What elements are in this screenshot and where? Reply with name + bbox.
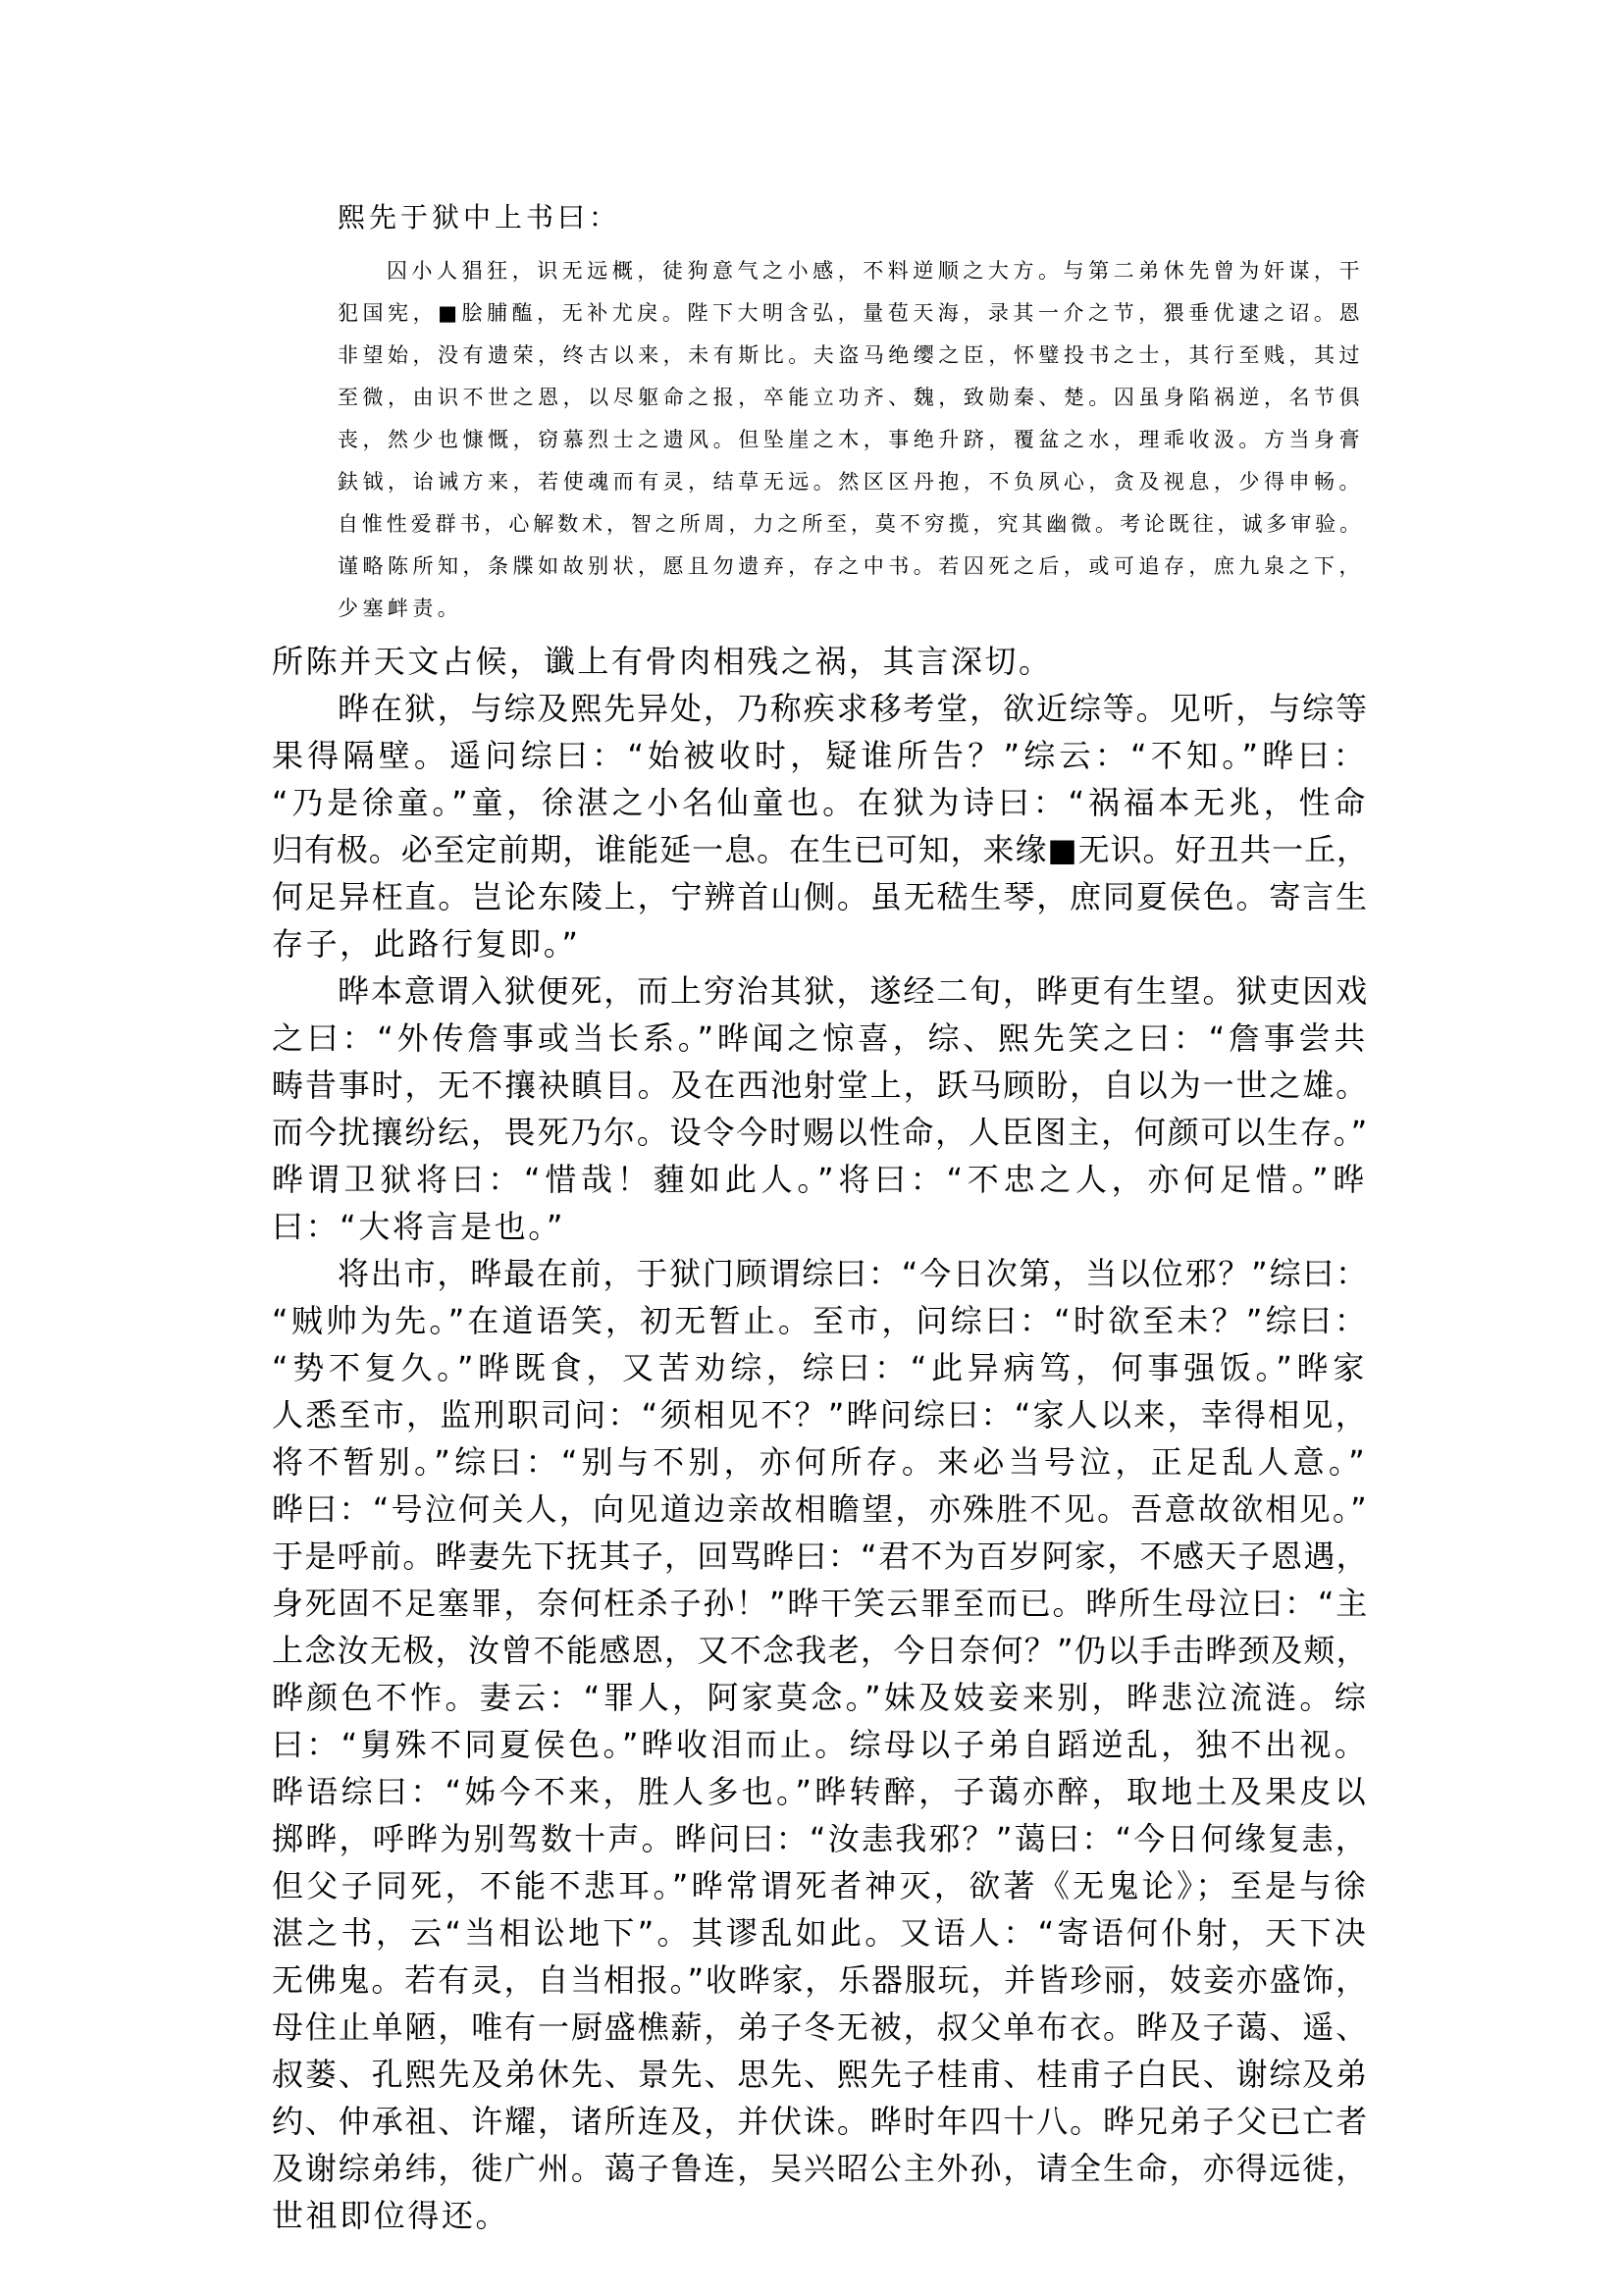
text-line: 何足异枉直。岂论东陵上，宁辨首山侧。虽无嵇生琴，庶同夏侯色。寄言生: [272, 878, 1369, 915]
text-line: 之曰：“外传詹事或当长系。”晔闻之惊喜，综、熙先笑之曰：“詹事尝共: [272, 1019, 1369, 1057]
text-line: 晔语综曰：“姊今不来，胜人多也。”晔转醉，子蔼亦醉，取地土及果皮以: [272, 1773, 1369, 1810]
text-line-row: [272, 2098, 1369, 2145]
text-line-row: [272, 1674, 1369, 1721]
main-text-body: [272, 638, 1369, 2239]
quote-line: 非望始，没有遗荣，终古以来，未有斯比。夫盗马绝缨之臣，怀璧投书之士，其行至贱，其过: [338, 343, 1364, 367]
text-line-row: [272, 1438, 1369, 1486]
text-line: 曰：“大将言是也。”: [272, 1208, 566, 1245]
text-line: 而今扰攘纷纭，畏死乃尔。设令今时赐以性命，人臣图主，何颜可以生存。”: [272, 1114, 1369, 1151]
text-line-row: [272, 1862, 1369, 1909]
quote-line-row: [338, 546, 1364, 588]
text-line: 上念汝无极，汝曾不能感恩，又不念我老，今日奈何？”仍以手击晔颈及颊，: [272, 1632, 1369, 1669]
quote-line-row: [338, 503, 1364, 546]
text-line: 曰：“舅殊不同夏侯色。”晔收泪而止。综母以子弟自蹈逆乱，独不出视。: [272, 1726, 1369, 1763]
quote-line: 谨略陈所知，条牒如故别状，愿且勿遗弃，存之中书。若囚死之后，或可追存，庶九泉之下，: [338, 554, 1364, 578]
text-line-row: [272, 1156, 1369, 1203]
text-line: 晔曰：“号泣何关人，向见道边亲故相瞻望，亦殊胜不见。吾意故欲相见。”: [272, 1490, 1369, 1528]
text-line: 存子，此路行复即。”: [272, 925, 581, 963]
text-line: 于是呼前。晔妻先下抚其子，回骂晔曰：“君不为百岁阿家，不感天子恩遇，: [272, 1538, 1369, 1575]
text-line: 将出市，晔最在前，于狱门顾谓综曰：“今日次第，当以位邪？”综曰：: [338, 1255, 1369, 1292]
text-line: 叔蒌、孔熙先及弟休先、景先、思先、熙先子桂甫、桂甫子白民、谢综及弟: [272, 2056, 1369, 2093]
quoted-letter-block: [338, 250, 1364, 630]
text-line-row: [272, 1486, 1369, 1533]
text-line-row: [272, 1533, 1369, 1580]
text-line: 果得隔壁。遥问综曰：“始被收时，疑谁所告？”综云：“不知。”晔曰：: [272, 737, 1369, 774]
text-line: 世祖即位得还。: [272, 2197, 510, 2234]
text-line-row: [272, 873, 1369, 920]
text-line-row: [272, 1109, 1369, 1156]
text-line: 归有极。必至定前期，谁能延一息。在生已可知，来缘■无识。好丑共一丘，: [272, 831, 1369, 868]
text-line-row: [272, 732, 1369, 779]
paragraph: [272, 967, 1369, 1250]
text-line: “乃是徐童。”童，徐湛之小名仙童也。在狱为诗曰：“祸福本无兆，性命: [272, 784, 1369, 821]
text-line-row: [272, 1768, 1369, 1815]
text-line-row: [272, 2004, 1369, 2051]
text-line: 母住止单陋，唯有一厨盛樵薪，弟子冬无被，叔父单布衣。晔及子蔼、遥、: [272, 2008, 1369, 2046]
text-line-row: [272, 1015, 1369, 1062]
text-line: 畴昔事时，无不攘袂瞋目。及在西池射堂上，跃马顾盼，自以为一世之雄。: [272, 1067, 1369, 1104]
text-line-row: [272, 779, 1369, 826]
text-line: 掷晔，呼晔为别驾数十声。晔问曰：“汝恚我邪？”蔼曰：“今日何缘复恚，: [272, 1820, 1369, 1857]
text-line-row: [272, 1344, 1369, 1391]
quote-line-row: [338, 588, 1364, 630]
text-line-row: [272, 685, 1369, 732]
text-line-row: [272, 967, 1369, 1015]
text-line-row: [272, 2051, 1369, 2098]
text-line-row: [272, 1391, 1369, 1438]
quote-line-row: [338, 419, 1364, 461]
quote-line: 至微，由识不世之恩，以尽躯命之报，卒能立功齐、魏，致勋秦、楚。囚虽身陷祸逆，名节俱: [338, 386, 1364, 409]
quote-line: 鈇钺，诒诫方来，若使魂而有灵，结草无远。然区区丹抱，不负夙心，贪及视息，少得申畅。: [338, 470, 1364, 494]
text-line: 将不暂别。”综曰：“别与不别，亦何所存。来必当号泣，正足乱人意。”: [272, 1443, 1369, 1481]
text-line: 晔颜色不怍。妻云：“罪人，阿家莫念。”妹及妓妾来别，晔悲泣流涟。综: [272, 1679, 1369, 1716]
paragraph: [272, 685, 1369, 967]
text-line: 无佛鬼。若有灵，自当相报。”收晔家，乐器服玩，并皆珍丽，妓妾亦盛饰，: [272, 1961, 1369, 1999]
text-line: 晔在狱，与综及熙先异处，乃称疾求移考堂，欲近综等。见听，与综等: [338, 690, 1369, 727]
quote-line: 犯国宪，■脍脯醢，无补尤戾。陛下大明含弘，量苞天海，录其一介之节，猥垂优逮之诏。恩: [338, 301, 1364, 325]
text-line: “势不复久。”晔既食，又苦劝综，综曰：“此异病笃，何事强饭。”晔家: [272, 1349, 1369, 1386]
quote-line-row: [338, 335, 1364, 377]
text-line: 晔本意谓入狱便死，而上穷治其狱，遂经二旬，晔更有生望。狱吏因戏: [338, 972, 1369, 1010]
paragraph: [272, 1250, 1369, 2239]
text-line: 但父子同死，不能不悲耳。”晔常谓死者神灭，欲著《无鬼论》；至是与徐: [272, 1867, 1369, 1904]
quote-line-row: [338, 250, 1364, 292]
text-line-row: [272, 638, 1369, 685]
text-line-row: [272, 2145, 1369, 2192]
text-line-row: [272, 826, 1369, 873]
text-line-row: [272, 2192, 1369, 2239]
text-line: 身死固不足塞罪，奈何枉杀子孙！”晔干笑云罪至而已。晔所生母泣曰：“主: [272, 1585, 1369, 1622]
quote-line-row: [338, 377, 1364, 419]
quote-line: 自惟性爱群书，心解数术，智之所周，力之所至，莫不穷揽，究其幽微。考论既往，诚多审验。: [338, 512, 1364, 536]
text-line: 约、仲承祖、许耀，诸所连及，并伏诛。晔时年四十八。晔兄弟子父已亡者: [272, 2103, 1369, 2140]
text-line: 所陈并天文占候，谶上有骨肉相残之祸，其言深切。: [272, 643, 1053, 680]
text-line: 人悉至市，监刑职司问：“须相见不？”晔问综曰：“家人以来，幸得相见，: [272, 1396, 1369, 1434]
text-line: “贼帅为先。”在道语笑，初无暂止。至市，问综曰：“时欲至未？”综曰：: [272, 1302, 1369, 1339]
text-line-row: [272, 1956, 1369, 2004]
text-line: 湛之书，云“当相讼地下”。其谬乱如此。又语人：“寄语何仆射，天下决: [272, 1914, 1369, 1952]
text-line-row: [272, 1062, 1369, 1109]
text-line: 及谢综弟纬，徙广州。蔼子鲁连，吴兴昭公主外孙，请全生命，亦得远徙，: [272, 2150, 1369, 2187]
text-line: 晔谓卫狱将曰：“惜哉！薶如此人。”将曰：“不忠之人，亦何足惜。”晔: [272, 1161, 1369, 1198]
paragraph: [272, 638, 1369, 685]
quote-line: 丧，然少也慷慨，窃慕烈士之遗风。但坠崖之木，事绝升跻，覆盆之水，理乖收汲。方当身膏: [338, 428, 1364, 451]
quote-line: 囚小人猖狂，识无远概，徒狗意气之小感，不料逆顺之大方。与第二弟休先曾为奸谋，干: [387, 259, 1364, 283]
quote-line: 少塞衅责。: [338, 597, 463, 620]
text-line-row: [272, 1580, 1369, 1627]
text-line-row: [272, 1909, 1369, 1956]
quote-line-row: [338, 292, 1364, 335]
letter-heading: 熙先于狱中上书曰：: [338, 201, 621, 234]
text-line-row: [272, 1721, 1369, 1768]
text-line-row: [272, 1627, 1369, 1674]
text-line-row: [272, 1815, 1369, 1862]
text-line-row: [272, 1203, 1369, 1250]
text-line-row: [272, 1250, 1369, 1297]
quote-line-row: [338, 461, 1364, 503]
text-line-row: [272, 920, 1369, 967]
text-line-row: [272, 1297, 1369, 1344]
